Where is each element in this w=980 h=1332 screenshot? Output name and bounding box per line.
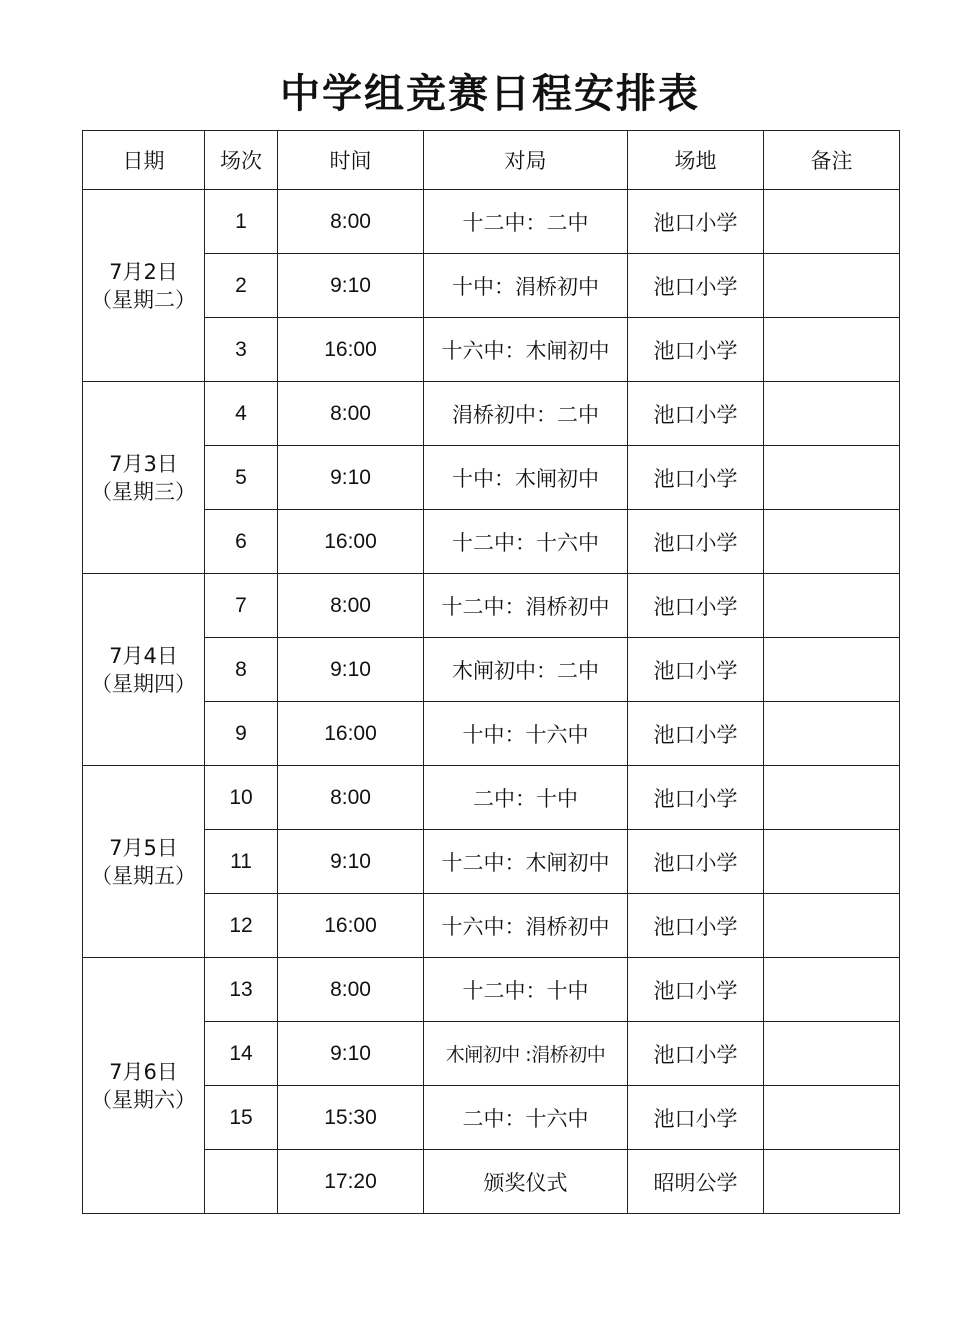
table-row [83, 446, 900, 510]
matchup: 十六中：木闸初中 [424, 318, 628, 382]
page-title: 中学组竞赛日程安排表 [280, 71, 700, 117]
remark [764, 574, 900, 638]
venue: 昭明公学 [628, 1150, 764, 1214]
match-number: 6 [205, 510, 278, 574]
venue: 池口小学 [628, 190, 764, 254]
table-row [83, 318, 900, 382]
weekday-label: （星期四） [91, 671, 196, 696]
header-remarks: 备注 [764, 131, 900, 190]
match-time: 16:00 [278, 510, 424, 574]
venue: 池口小学 [628, 766, 764, 830]
remark [764, 382, 900, 446]
matchup: 十六中：涓桥初中 [424, 894, 628, 958]
header-matchup: 对局 [424, 131, 628, 190]
match-number: 2 [205, 254, 278, 318]
remark [764, 702, 900, 766]
match-time: 8:00 [278, 766, 424, 830]
date-cell [83, 574, 205, 766]
remark [764, 830, 900, 894]
matchup: 十二中：十中 [424, 958, 628, 1022]
matchup: 十二中：木闸初中 [424, 830, 628, 894]
table-row [83, 254, 900, 318]
venue: 池口小学 [628, 382, 764, 446]
matchup: 十中：涓桥初中 [424, 254, 628, 318]
match-time: 9:10 [278, 446, 424, 510]
match-time: 15:30 [278, 1086, 424, 1150]
match-number: 7 [205, 574, 278, 638]
date-cell [83, 190, 205, 382]
match-number: 5 [205, 446, 278, 510]
match-number [205, 1150, 278, 1214]
venue: 池口小学 [628, 894, 764, 958]
weekday-label: （星期三） [91, 479, 196, 504]
match-number: 13 [205, 958, 278, 1022]
match-time: 8:00 [278, 382, 424, 446]
remark [764, 638, 900, 702]
remark [764, 318, 900, 382]
venue: 池口小学 [628, 446, 764, 510]
venue: 池口小学 [628, 702, 764, 766]
table-row [83, 766, 900, 830]
match-number: 11 [205, 830, 278, 894]
venue: 池口小学 [628, 1022, 764, 1086]
match-time: 8:00 [278, 574, 424, 638]
date-label: 7月3日 [109, 451, 178, 476]
matchup: 十中：木闸初中 [424, 446, 628, 510]
date-cell [83, 382, 205, 574]
match-time: 8:00 [278, 958, 424, 1022]
match-number: 15 [205, 1086, 278, 1150]
venue: 池口小学 [628, 318, 764, 382]
venue: 池口小学 [628, 254, 764, 318]
match-time: 17:20 [278, 1150, 424, 1214]
venue: 池口小学 [628, 510, 764, 574]
match-time: 9:10 [278, 254, 424, 318]
date-label: 7月2日 [109, 259, 178, 284]
match-number: 3 [205, 318, 278, 382]
match-time: 16:00 [278, 702, 424, 766]
match-number: 1 [205, 190, 278, 254]
venue: 池口小学 [628, 1086, 764, 1150]
matchup: 木闸初中：二中 [424, 638, 628, 702]
remark [764, 254, 900, 318]
table-row [83, 190, 900, 254]
matchup: 十二中：十六中 [424, 510, 628, 574]
matchup: 十中：十六中 [424, 702, 628, 766]
date-label: 7月5日 [109, 835, 178, 860]
remark [764, 1086, 900, 1150]
table-row [83, 1086, 900, 1150]
table-row [83, 702, 900, 766]
match-number: 10 [205, 766, 278, 830]
table-row [83, 894, 900, 958]
weekday-label: （星期六） [91, 1087, 196, 1112]
schedule-body [83, 190, 900, 1214]
table-row [83, 382, 900, 446]
remark [764, 766, 900, 830]
table-row [83, 1022, 900, 1086]
matchup: 涓桥初中：二中 [424, 382, 628, 446]
match-time: 16:00 [278, 318, 424, 382]
remark [764, 894, 900, 958]
date-cell [83, 766, 205, 958]
remark [764, 190, 900, 254]
match-time: 8:00 [278, 190, 424, 254]
match-number: 8 [205, 638, 278, 702]
table-row [83, 574, 900, 638]
matchup: 二中：十六中 [424, 1086, 628, 1150]
date-label: 7月6日 [109, 1059, 178, 1084]
remark [764, 1150, 900, 1214]
venue: 池口小学 [628, 638, 764, 702]
remark [764, 958, 900, 1022]
remark [764, 446, 900, 510]
weekday-label: （星期五） [91, 863, 196, 888]
table-row [83, 510, 900, 574]
table-row [83, 638, 900, 702]
matchup: 十二中：涓桥初中 [424, 574, 628, 638]
date-label: 7月4日 [109, 643, 178, 668]
weekday-label: （星期二） [91, 287, 196, 312]
table-row [83, 1150, 900, 1214]
match-time: 9:10 [278, 830, 424, 894]
match-number: 14 [205, 1022, 278, 1086]
remark [764, 1022, 900, 1086]
match-time: 9:10 [278, 638, 424, 702]
header-match-no: 场次 [205, 131, 278, 190]
matchup: 颁奖仪式 [424, 1150, 628, 1214]
table-row [83, 830, 900, 894]
schedule-table [82, 130, 900, 1214]
header-venue: 场地 [628, 131, 764, 190]
header-row [83, 131, 900, 190]
venue: 池口小学 [628, 830, 764, 894]
matchup: 十二中：二中 [424, 190, 628, 254]
match-number: 4 [205, 382, 278, 446]
match-time: 16:00 [278, 894, 424, 958]
header-time: 时间 [278, 131, 424, 190]
match-number: 9 [205, 702, 278, 766]
date-cell [83, 958, 205, 1214]
matchup: 木闸初中 :涓桥初中 [424, 1022, 628, 1086]
venue: 池口小学 [628, 574, 764, 638]
table-row [83, 958, 900, 1022]
venue: 池口小学 [628, 958, 764, 1022]
matchup: 二中：十中 [424, 766, 628, 830]
match-number: 12 [205, 894, 278, 958]
match-time: 9:10 [278, 1022, 424, 1086]
remark [764, 510, 900, 574]
header-date: 日期 [83, 131, 205, 190]
